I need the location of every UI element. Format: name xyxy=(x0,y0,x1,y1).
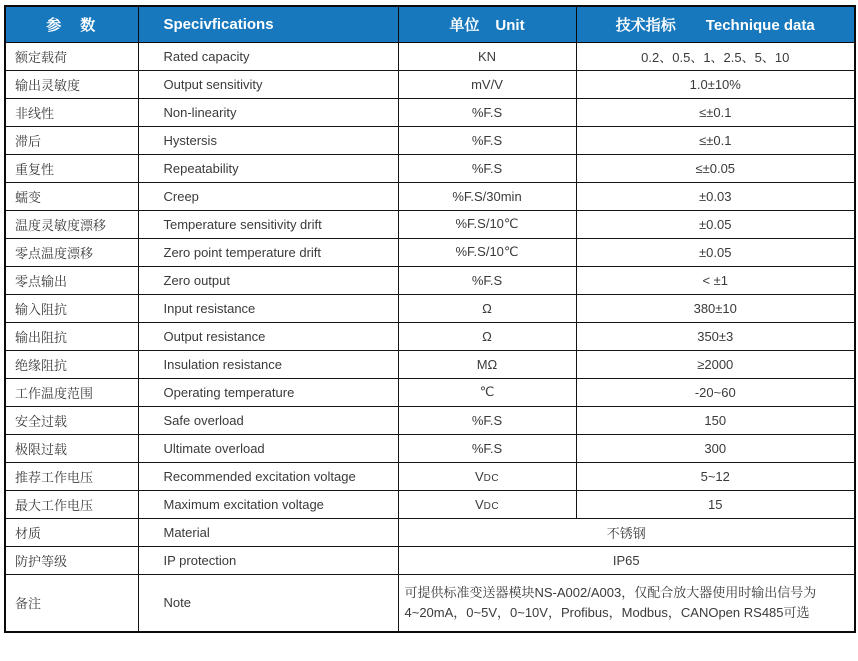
table-row-merged xyxy=(5,546,855,574)
parameter-en-cell: Output resistance xyxy=(138,322,398,350)
parameter-en-cell: Repeatability xyxy=(138,154,398,182)
parameter-cn-cell: 备注 xyxy=(5,574,138,632)
unit-cell: %F.S/10℃ xyxy=(398,238,576,266)
parameter-cn-cell: 工作温度范围 xyxy=(5,378,138,406)
unit-main: V xyxy=(474,468,484,484)
value-cell: 0.2、0.5、1、2.5、5、10 xyxy=(576,42,855,70)
table-row xyxy=(5,294,855,322)
value-cell: < ±1 xyxy=(576,266,855,294)
unit-cell: %F.S xyxy=(398,266,576,294)
header-technique-data xyxy=(576,6,855,42)
header-specifications: Specivfications xyxy=(138,6,398,42)
unit-cell: mV/V xyxy=(398,70,576,98)
table-body xyxy=(5,42,855,632)
header-parameter: 参 数 xyxy=(5,6,138,42)
parameter-cn-cell: 材质 xyxy=(5,518,138,546)
table-row xyxy=(5,154,855,182)
unit-cell: %F.S xyxy=(398,406,576,434)
parameter-en-cell: Safe overload xyxy=(138,406,398,434)
parameter-en-cell: Output sensitivity xyxy=(138,70,398,98)
merged-value-line: 可提供标准变送器模块NS-A002/A003，仅配合放大器使用时输出信号为 xyxy=(404,584,817,600)
parameter-cn-cell: 重复性 xyxy=(5,154,138,182)
unit-subscript: DC xyxy=(483,472,500,484)
parameter-en-cell: Input resistance xyxy=(138,294,398,322)
unit-cell: %F.S/10℃ xyxy=(398,210,576,238)
parameter-en-cell: Note xyxy=(138,574,398,632)
value-cell: ≥2000 xyxy=(576,350,855,378)
spec-table xyxy=(4,5,856,633)
value-cell: ≤±0.05 xyxy=(576,154,855,182)
unit-cell: Ω xyxy=(398,294,576,322)
parameter-en-cell: Zero point temperature drift xyxy=(138,238,398,266)
parameter-cn-cell: 输出阻抗 xyxy=(5,322,138,350)
parameter-cn-cell: 温度灵敏度漂移 xyxy=(5,210,138,238)
header-tech-en: Technique data xyxy=(705,16,815,34)
unit-cell: MΩ xyxy=(398,350,576,378)
table-row xyxy=(5,70,855,98)
parameter-cn-cell: 额定载荷 xyxy=(5,42,138,70)
value-cell: ≤±0.1 xyxy=(576,126,855,154)
value-cell: -20~60 xyxy=(576,378,855,406)
unit-cell: %F.S xyxy=(398,126,576,154)
parameter-en-cell: Material xyxy=(138,518,398,546)
table-row xyxy=(5,126,855,154)
parameter-cn-cell: 非线性 xyxy=(5,98,138,126)
header-unit-cn: 单位 xyxy=(449,16,480,34)
table-row xyxy=(5,98,855,126)
parameter-en-cell: Temperature sensitivity drift xyxy=(138,210,398,238)
unit-cell: KN xyxy=(398,42,576,70)
merged-value-cell xyxy=(398,546,855,574)
table-row xyxy=(5,490,855,518)
merged-value-line: IP65 xyxy=(612,552,640,568)
merged-value-line: 不锈钢 xyxy=(606,525,646,541)
parameter-en-cell: Recommended excitation voltage xyxy=(138,462,398,490)
parameter-cn-cell: 蠕变 xyxy=(5,182,138,210)
value-cell: 350±3 xyxy=(576,322,855,350)
parameter-en-cell: Hystersis xyxy=(138,126,398,154)
table-row xyxy=(5,266,855,294)
table-row xyxy=(5,210,855,238)
value-cell: 5~12 xyxy=(576,462,855,490)
value-cell: ±0.05 xyxy=(576,210,855,238)
unit-cell: Ω xyxy=(398,322,576,350)
parameter-cn-cell: 防护等级 xyxy=(5,546,138,574)
parameter-en-cell: Creep xyxy=(138,182,398,210)
table-row xyxy=(5,42,855,70)
table-row-merged xyxy=(5,574,855,632)
header-unit xyxy=(398,6,576,42)
parameter-cn-cell: 最大工作电压 xyxy=(5,490,138,518)
unit-cell xyxy=(398,462,576,490)
table-row xyxy=(5,238,855,266)
value-cell: 300 xyxy=(576,434,855,462)
spec-sheet xyxy=(4,5,854,633)
table-row xyxy=(5,378,855,406)
unit-subscript: DC xyxy=(483,500,500,512)
parameter-en-cell: Maximum excitation voltage xyxy=(138,490,398,518)
parameter-en-cell: Operating temperature xyxy=(138,378,398,406)
unit-cell xyxy=(398,490,576,518)
parameter-cn-cell: 推荐工作电压 xyxy=(5,462,138,490)
unit-cell: %F.S xyxy=(398,98,576,126)
unit-cell: ℃ xyxy=(398,378,576,406)
parameter-en-cell: Insulation resistance xyxy=(138,350,398,378)
parameter-cn-cell: 绝缘阻抗 xyxy=(5,350,138,378)
value-cell: ±0.03 xyxy=(576,182,855,210)
table-row xyxy=(5,350,855,378)
value-cell: 1.0±10% xyxy=(576,70,855,98)
unit-main: V xyxy=(474,496,484,512)
unit-cell: %F.S xyxy=(398,154,576,182)
merged-value-line: 4~20mA，0~5V，0~10V，Profibus，Modbus，CANOpen RS485可选 xyxy=(404,604,810,620)
merged-value-cell xyxy=(398,574,855,632)
table-header xyxy=(5,6,855,42)
value-cell: 15 xyxy=(576,490,855,518)
parameter-en-cell: Ultimate overload xyxy=(138,434,398,462)
table-row xyxy=(5,182,855,210)
parameter-en-cell: IP protection xyxy=(138,546,398,574)
parameter-en-cell: Rated capacity xyxy=(138,42,398,70)
table-row xyxy=(5,434,855,462)
value-cell: ≤±0.1 xyxy=(576,98,855,126)
parameter-cn-cell: 安全过载 xyxy=(5,406,138,434)
merged-value-cell xyxy=(398,518,855,546)
parameter-cn-cell: 极限过载 xyxy=(5,434,138,462)
value-cell: ±0.05 xyxy=(576,238,855,266)
parameter-cn-cell: 零点输出 xyxy=(5,266,138,294)
table-row xyxy=(5,462,855,490)
value-cell: 150 xyxy=(576,406,855,434)
table-row xyxy=(5,322,855,350)
header-row xyxy=(5,6,855,42)
header-tech-cn: 技术指标 xyxy=(615,16,676,34)
parameter-en-cell: Non-linearity xyxy=(138,98,398,126)
header-unit-en: Unit xyxy=(495,16,525,34)
parameter-cn-cell: 零点温度漂移 xyxy=(5,238,138,266)
parameter-en-cell: Zero output xyxy=(138,266,398,294)
parameter-cn-cell: 滞后 xyxy=(5,126,138,154)
unit-cell: %F.S/30min xyxy=(398,182,576,210)
unit-cell: %F.S xyxy=(398,434,576,462)
parameter-cn-cell: 输出灵敏度 xyxy=(5,70,138,98)
table-row-merged xyxy=(5,518,855,546)
value-cell: 380±10 xyxy=(576,294,855,322)
table-row xyxy=(5,406,855,434)
parameter-cn-cell: 输入阻抗 xyxy=(5,294,138,322)
